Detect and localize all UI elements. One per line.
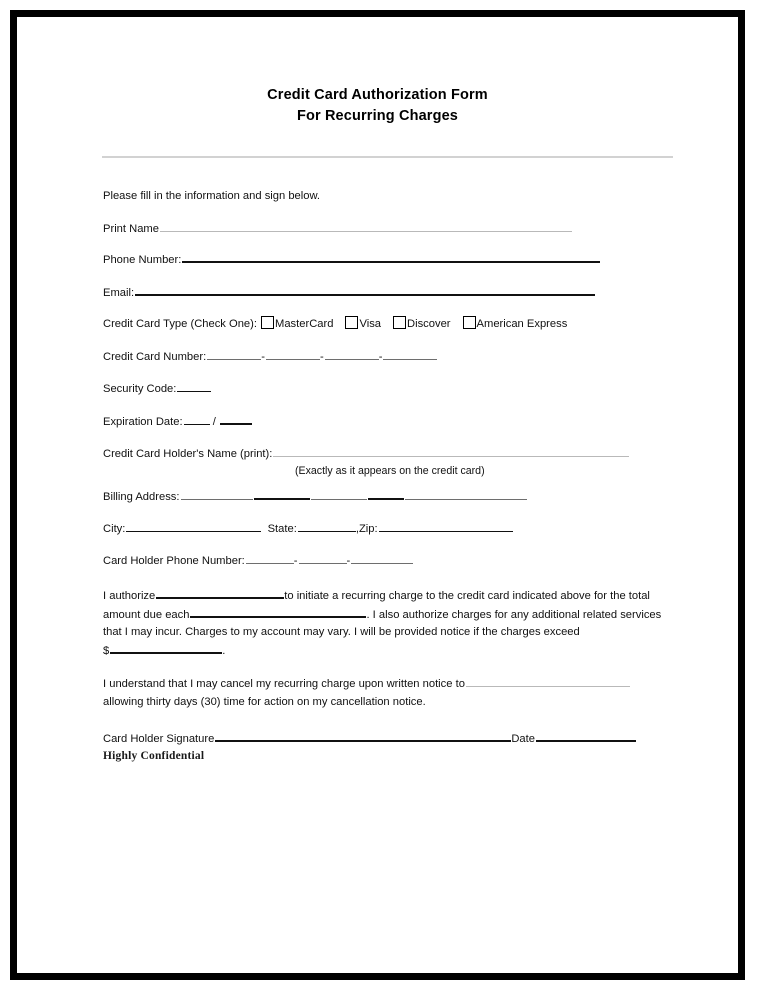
state-zip-comma: , — [355, 523, 359, 535]
zip-label: Zip: — [358, 523, 378, 535]
expiration-date-row — [103, 412, 678, 430]
holder-phone-input-2[interactable] — [299, 552, 347, 564]
date-label: Date — [511, 733, 535, 745]
page-border-frame — [10, 10, 745, 980]
card-number-input-1[interactable] — [207, 348, 261, 360]
state-input[interactable] — [298, 520, 356, 532]
state-label: State: — [267, 523, 297, 535]
signature-label: Card Holder Signature — [103, 733, 215, 745]
expiration-month-input[interactable] — [184, 413, 210, 425]
authorization-text-2: to initiate a recurring charge to the credit card indicated above for the total amount due each — [103, 590, 650, 621]
city-label: City: — [103, 523, 126, 535]
print-name-row — [103, 220, 678, 237]
card-number-dash-1: - — [261, 351, 265, 363]
authorize-amount-period-input[interactable] — [190, 606, 366, 618]
security-code-label: Security Code: — [103, 383, 177, 395]
checkbox-mastercard[interactable] — [261, 316, 274, 329]
card-type-label-mastercard: MasterCard — [275, 318, 334, 330]
cancellation-paragraph — [103, 676, 673, 711]
authorization-text-3: . I also authorize charges for any additional related services that I may incur. Charges to my account may vary. I will be provided notice if the charges exceed — [103, 608, 662, 638]
authorize-company-input[interactable] — [156, 587, 284, 599]
date-input[interactable] — [536, 729, 636, 742]
billing-address-label: Billing Address: — [103, 491, 180, 503]
card-number-input-4[interactable] — [383, 348, 437, 360]
signature-input[interactable] — [215, 729, 511, 742]
holder-name-row — [103, 445, 678, 462]
signature-row — [103, 729, 678, 747]
checkbox-american-express[interactable] — [463, 316, 476, 329]
instruction-text: Please fill in the information and sign below. — [103, 190, 321, 202]
authorize-period: . — [222, 644, 226, 657]
holder-name-note: (Exactly as it appears on the credit card) — [295, 465, 485, 477]
form-body — [103, 189, 678, 747]
title-line-1: Credit Card Authorization Form — [267, 87, 488, 103]
authorize-max-amount-input[interactable] — [110, 642, 222, 654]
page-title — [17, 85, 738, 127]
phone-number-input[interactable] — [182, 250, 600, 263]
email-row — [103, 283, 678, 301]
card-number-dash-3: - — [378, 351, 383, 363]
holder-phone-input-1[interactable] — [246, 552, 294, 564]
title-divider — [102, 156, 673, 158]
security-code-input[interactable] — [177, 380, 211, 392]
billing-address-input-2[interactable] — [254, 487, 310, 500]
card-type-label: Credit Card Type (Check One): — [103, 318, 257, 330]
card-number-input-2[interactable] — [266, 348, 320, 360]
zip-input[interactable] — [379, 520, 513, 532]
card-type-label-discover: Discover — [407, 318, 451, 330]
holder-name-label: Credit Card Holder's Name (print): — [103, 448, 273, 460]
holder-name-input[interactable] — [273, 445, 629, 457]
checkbox-visa[interactable] — [345, 316, 358, 329]
holder-phone-label: Card Holder Phone Number: — [103, 555, 245, 567]
holder-phone-dash-1: - — [293, 555, 298, 567]
billing-address-input-4[interactable] — [368, 487, 404, 500]
phone-number-row — [103, 250, 678, 268]
email-input[interactable] — [135, 283, 595, 296]
holder-phone-input-3[interactable] — [351, 552, 413, 564]
print-name-label: Print Name — [103, 223, 159, 235]
cancellation-notice-input[interactable] — [466, 676, 630, 687]
confidentiality-footer: Highly Confidential — [103, 750, 205, 762]
card-type-label-american-express: American Express — [476, 318, 568, 330]
card-type-label-visa: Visa — [359, 318, 382, 330]
billing-address-row — [103, 487, 678, 505]
instruction-row — [103, 189, 678, 204]
print-name-input[interactable] — [160, 220, 572, 232]
card-number-row — [103, 348, 678, 365]
expiration-date-label: Expiration Date: — [103, 416, 183, 428]
expiration-separator: / — [212, 416, 216, 428]
billing-address-input-1[interactable] — [181, 488, 253, 500]
security-code-row — [103, 380, 678, 397]
cancellation-text-2: allowing thirty days (30) time for action on my cancellation notice. — [103, 695, 426, 708]
city-input[interactable] — [126, 520, 261, 532]
document-sheet — [17, 17, 738, 973]
card-number-dash-2: - — [319, 351, 324, 363]
billing-address-input-3[interactable] — [311, 488, 367, 500]
holder-phone-dash-2: - — [346, 555, 351, 567]
expiration-year-input[interactable] — [220, 412, 252, 425]
title-line-2: For Recurring Charges — [296, 108, 459, 124]
card-type-row — [103, 316, 678, 332]
email-label: Email: — [103, 287, 135, 299]
authorization-paragraph — [103, 587, 673, 660]
authorize-dollar-sign: $ — [103, 644, 110, 657]
holder-phone-row — [103, 552, 678, 569]
card-number-input-3[interactable] — [325, 348, 379, 360]
billing-address-input-5[interactable] — [405, 488, 527, 500]
city-state-zip-row — [103, 520, 678, 537]
phone-number-label: Phone Number: — [103, 254, 182, 266]
card-number-label: Credit Card Number: — [103, 351, 207, 363]
checkbox-discover[interactable] — [393, 316, 406, 329]
cancellation-text-1: I understand that I may cancel my recurring charge upon written notice to — [103, 678, 465, 690]
authorization-text-1: I authorize — [103, 590, 156, 602]
